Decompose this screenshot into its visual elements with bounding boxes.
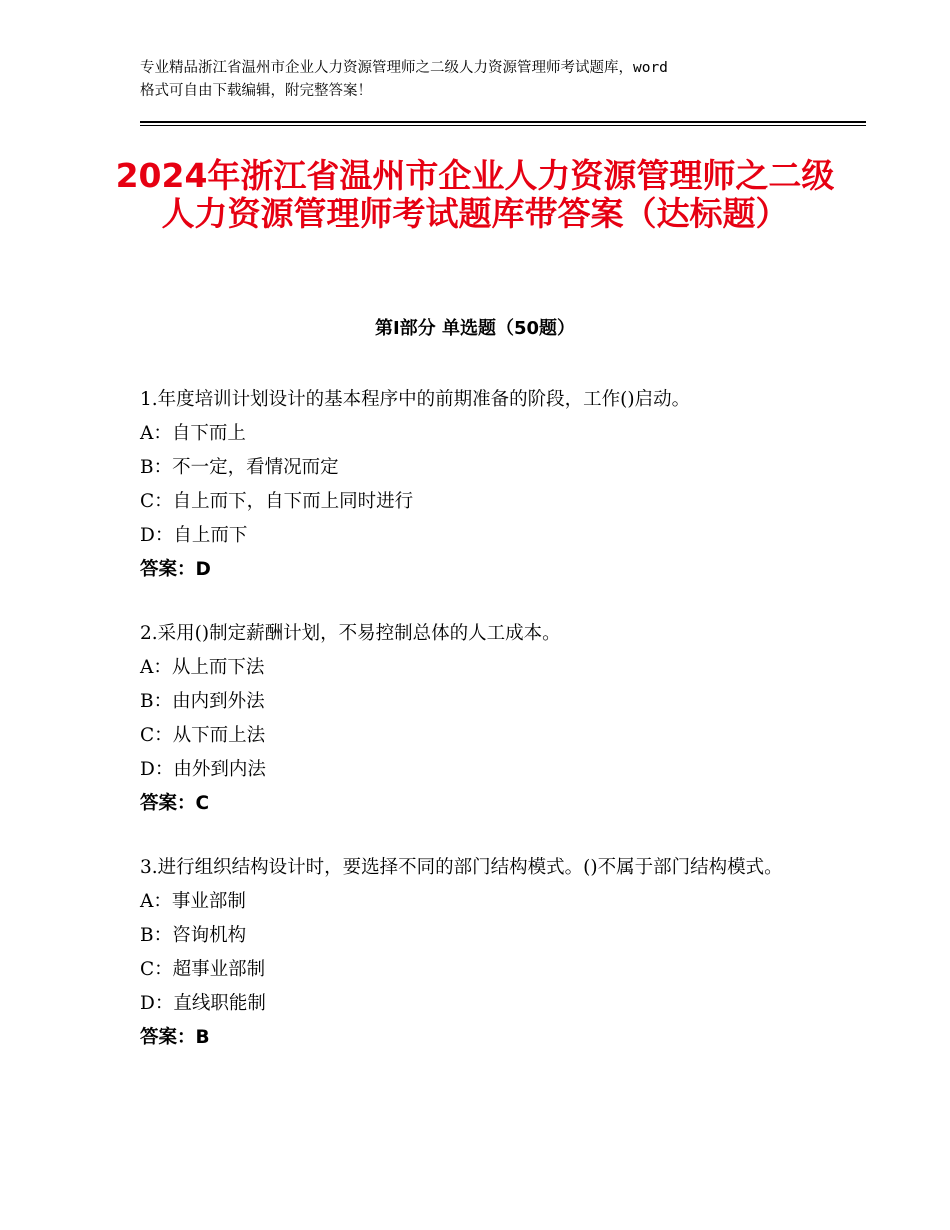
- question-list: [140, 383, 820, 1085]
- question-stem: 3.进行组织结构设计时，要选择不同的部门结构模式。()不属于部门结构模式。: [140, 857, 783, 878]
- question-stem: 1.年度培训计划设计的基本程序中的前期准备的阶段，工作()启动。: [140, 389, 691, 410]
- option-d: D：由外到内法: [140, 759, 266, 780]
- option-c: C：自上而下，自下而上同时进行: [140, 491, 414, 512]
- header-note-line-1: 专业精品浙江省温州市企业人力资源管理师之二级人力资源管理师考试题库，word: [140, 60, 668, 76]
- option-c: C：超事业部制: [140, 959, 266, 980]
- option-c: C：从下而上法: [140, 725, 266, 746]
- answer: 答案：D: [140, 559, 211, 580]
- answer: 答案：C: [140, 793, 210, 814]
- option-a: A：从上而下法: [140, 657, 265, 678]
- document-title: 2024年浙江省温州市企业人力资源管理师之二级人力资源管理师考试题库带答案（达标题）: [115, 156, 835, 233]
- section-heading: 第Ⅰ部分 单选题（50题）: [374, 318, 575, 339]
- header-note-line-2: 格式可自由下载编辑，附完整答案！: [140, 83, 372, 99]
- option-b: B：由内到外法: [140, 691, 265, 712]
- answer: 答案：B: [140, 1027, 210, 1048]
- option-d: D：直线职能制: [140, 993, 266, 1014]
- option-a: A：事业部制: [140, 891, 246, 912]
- question-stem: 2.采用()制定薪酬计划，不易控制总体的人工成本。: [140, 623, 561, 644]
- header-divider-thick: [140, 121, 866, 123]
- option-b: B：不一定，看情况而定: [140, 457, 339, 478]
- option-d: D：自上而下: [140, 525, 248, 546]
- option-a: A：自下而上: [140, 423, 246, 444]
- question-1: [140, 383, 820, 587]
- question-2: [140, 617, 820, 821]
- question-3: [140, 851, 820, 1055]
- option-b: B：咨询机构: [140, 925, 247, 946]
- header-note: [140, 57, 840, 103]
- header-divider-thin: [140, 125, 866, 126]
